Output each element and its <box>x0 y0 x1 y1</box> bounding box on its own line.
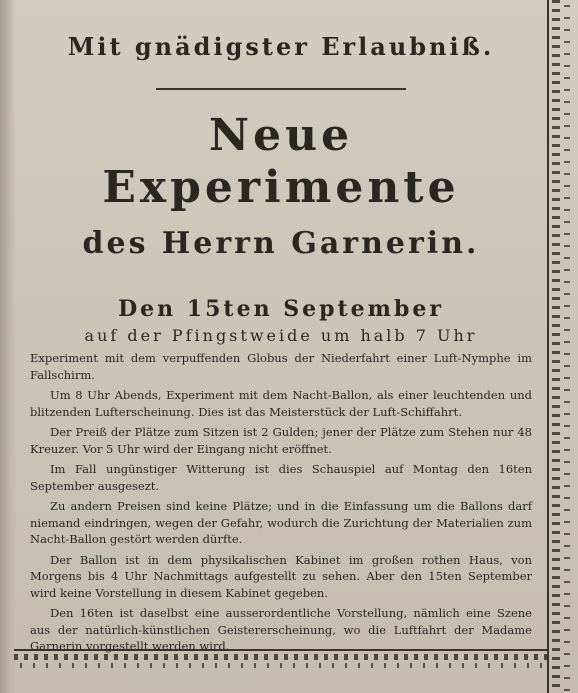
body-paragraph: Zu andern Preisen sind keine Plätze; und in die Einfassung um die Ballons darf niemand eindringen, wegen der Gefahr, wodurch die Zurichtung der Materialien zum Nacht-Ballon gestört werden dürfte. <box>30 499 532 546</box>
body-paragraph: Um 8 Uhr Abends, Experiment mit dem Nacht-Ballon, als einer leuchtenden und blitzenden Lufterscheinung. Dies ist das Meisterstück der Luft-Schiffahrt. <box>30 388 532 419</box>
body-paragraph: Der Ballon ist in dem physikalischen Kabinet im großen rothen Haus, von Morgens bis 4 Uhr Nachmittags aufgestellt zu sehen. Aber den 15ten September wird keine Vorstellung in diesem Kabinet gegeben. <box>30 552 532 600</box>
poster-subtitle: des Herrn Garnerin. <box>82 226 480 261</box>
event-date: Den 15ten September <box>118 296 444 322</box>
body-paragraph: Experiment mit dem verpuffenden Globus der Niederfahrt einer Luft-Nymphe im Fallschirm. <box>30 351 532 382</box>
poster-body <box>30 350 532 655</box>
paper-edge <box>0 0 16 693</box>
poster-content <box>30 24 532 659</box>
divider-rule <box>156 88 406 90</box>
event-place-time: auf der Pfingstweide um halb 7 Uhr <box>84 326 478 345</box>
poster-title: Neue Experimente <box>102 110 460 213</box>
body-paragraph: Im Fall ungünstiger Witterung ist dies Schauspiel auf Montag den 16ten September ausgesezt. <box>30 462 532 493</box>
ornamental-border-right <box>550 0 574 693</box>
body-paragraph: Den 16ten ist daselbst eine ausserordentliche Vorstellung, nämlich eine Szene aus der natürlich-künstlichen Geistererscheinung, wo die Luftfahrt der Madame Garnerin vorgestellt werden wird. <box>30 606 532 653</box>
body-paragraph: Der Preiß der Plätze zum Sitzen ist 2 Gulden; jener der Plätze zum Stehen nur 48 Kreuzer. Vor 5 Uhr wird der Eingang nicht eröffnet. <box>30 425 532 456</box>
ornamental-border-right-line <box>547 0 549 693</box>
permission-heading: Mit gnädigster Erlaubniß. <box>67 32 495 61</box>
